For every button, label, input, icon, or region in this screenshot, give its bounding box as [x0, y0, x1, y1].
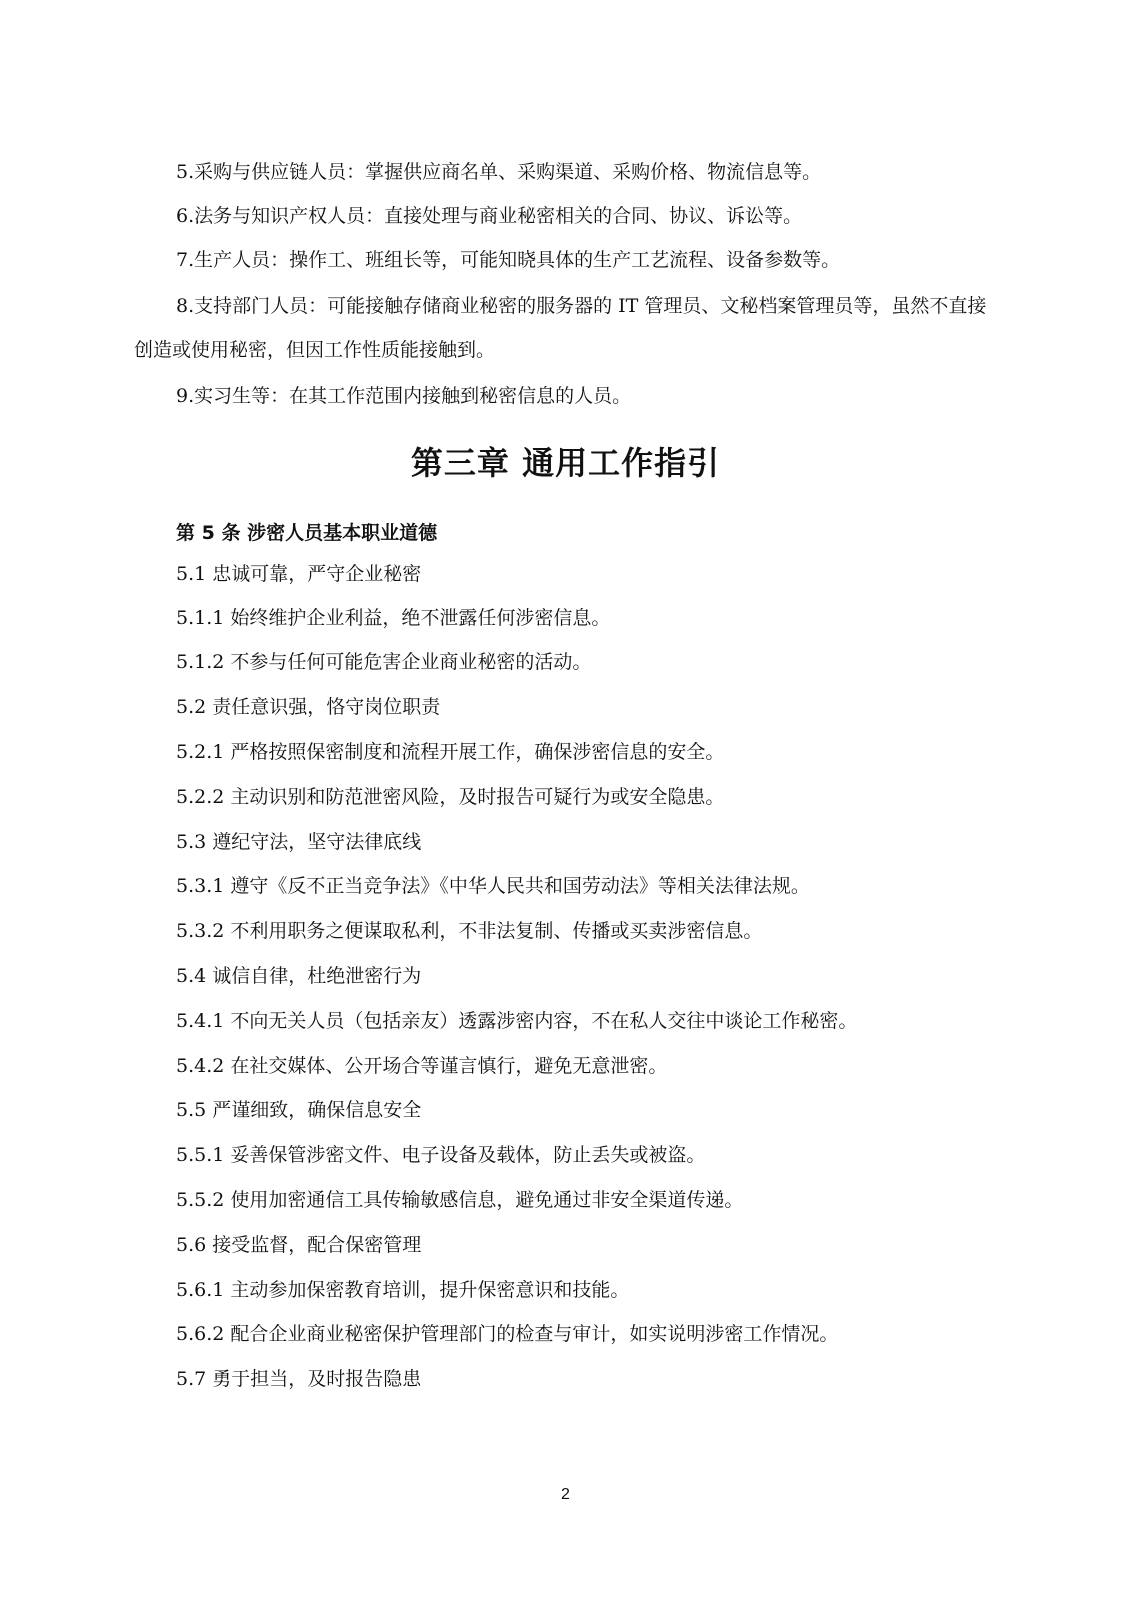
clause-item: 5.2.2 主动识别和防范泄密风险，及时报告可疑行为或安全隐患。	[176, 786, 725, 808]
article-title: 第 5 条 涉密人员基本职业道德	[176, 522, 438, 544]
clause-item: 5.3.2 不利用职务之便谋取私利，不非法复制、传播或买卖涉密信息。	[176, 920, 763, 942]
clause-item: 5.2.1 严格按照保密制度和流程开展工作，确保涉密信息的安全。	[176, 741, 725, 763]
clause-item: 5.1.1 始终维护企业利益，绝不泄露任何涉密信息。	[176, 607, 611, 629]
page-number: 2	[561, 1486, 570, 1503]
clause-item: 5.6 接受监督，配合保密管理	[176, 1234, 422, 1256]
list-item-intern: 9.实习生等：在其工作范围内接触到秘密信息的人员。	[176, 385, 632, 407]
clause-item: 5.1.2 不参与任何可能危害企业商业秘密的活动。	[176, 651, 592, 673]
list-item-support: 8.支持部门人员：可能接触存储商业秘密的服务器的 IT 管理员、文秘档案管理员等，虽然不直接创造或使用秘密，但因工作性质能接触到。	[134, 295, 987, 361]
clause-item: 5.7 勇于担当，及时报告隐患	[176, 1368, 422, 1390]
chapter-title: 第三章 通用工作指引	[410, 444, 721, 482]
list-item-legal: 6.法务与知识产权人员：直接处理与商业秘密相关的合同、协议、诉讼等。	[176, 205, 803, 227]
clause-item: 5.4 诚信自律，杜绝泄密行为	[176, 965, 422, 987]
clause-item: 5.6.2 配合企业商业秘密保护管理部门的检查与审计，如实说明涉密工作情况。	[176, 1323, 839, 1345]
list-item-procurement: 5.采购与供应链人员：掌握供应商名单、采购渠道、采购价格、物流信息等。	[176, 161, 822, 183]
clause-item: 5.6.1 主动参加保密教育培训，提升保密意识和技能。	[176, 1279, 630, 1301]
clause-item: 5.3 遵纪守法，坚守法律底线	[176, 831, 422, 853]
clause-item: 5.2 责任意识强，恪守岗位职责	[176, 696, 441, 718]
clause-item: 5.3.1 遵守《反不正当竞争法》《中华人民共和国劳动法》等相关法律法规。	[176, 875, 810, 897]
clause-item: 5.5.1 妥善保管涉密文件、电子设备及载体，防止丢失或被盗。	[176, 1144, 706, 1166]
list-item-production: 7.生产人员：操作工、班组长等，可能知晓具体的生产工艺流程、设备参数等。	[176, 249, 841, 271]
clause-item: 5.5.2 使用加密通信工具传输敏感信息，避免通过非安全渠道传递。	[176, 1189, 744, 1211]
clause-item: 5.1 忠诚可靠，严守企业秘密	[176, 563, 422, 585]
clause-item: 5.4.2 在社交媒体、公开场合等谨言慎行，避免无意泄密。	[176, 1055, 668, 1077]
clause-item: 5.5 严谨细致，确保信息安全	[176, 1099, 422, 1121]
clause-item: 5.4.1 不向无关人员（包括亲友）透露涉密内容，不在私人交往中谈论工作秘密。	[176, 1010, 858, 1032]
